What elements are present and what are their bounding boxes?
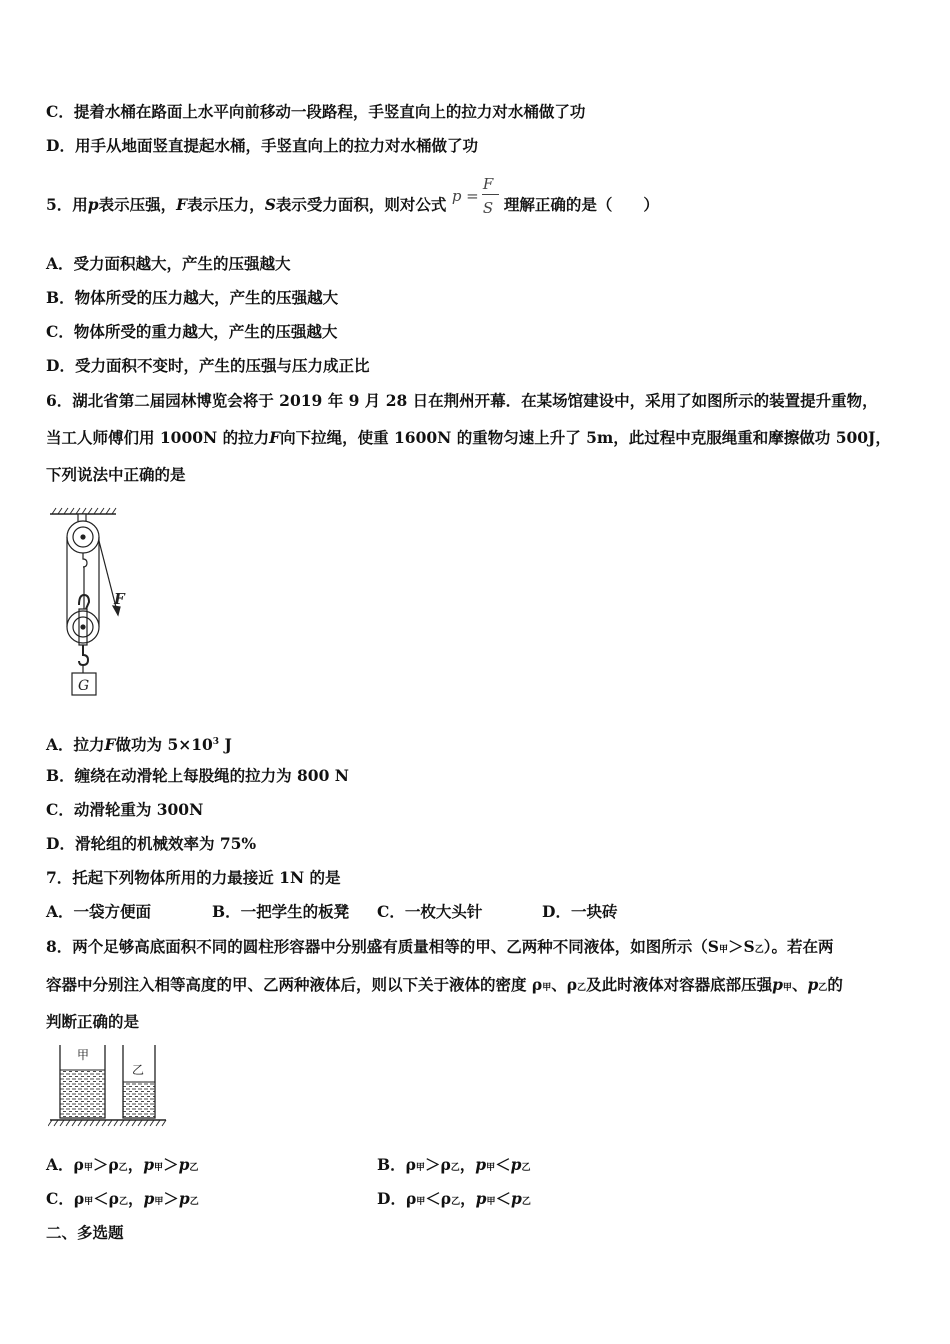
- q8-d-label: D．ρ: [377, 1189, 417, 1208]
- q6-option-a: [46, 732, 232, 755]
- q8-d-s2: 乙: [451, 1197, 461, 1207]
- q6-line2-a: 当工人师傅们用 1000N 的拉力: [46, 428, 270, 447]
- q8-l2-p2: p: [807, 975, 819, 994]
- bottom-hook: [79, 645, 88, 665]
- q8-a-mid: ，: [127, 1155, 144, 1174]
- q5-num: 5．用: [46, 195, 88, 214]
- q8-b-s3: 甲: [486, 1163, 496, 1173]
- q8-d-mid: ，: [460, 1189, 476, 1208]
- q5-option-c: C．物体所受的重力越大，产生的压强越大: [46, 322, 338, 341]
- q8-l1-sub-yi: 乙: [754, 945, 764, 955]
- q8-l1-sub-jia: 甲: [718, 945, 728, 955]
- q8-l1-c: ）。若在两: [763, 937, 834, 956]
- q8-l2-sub-yi: 乙: [577, 983, 587, 993]
- q8-l2-sub-jia-2: 甲: [782, 983, 792, 993]
- q6-a-exp: 3: [212, 737, 220, 747]
- q8-b-s1: 甲: [415, 1163, 425, 1173]
- q8-c-s3: 甲: [154, 1197, 164, 1207]
- q8-b-r2: ＜: [495, 1155, 511, 1174]
- q7-option-b: B．一把学生的板凳: [212, 902, 350, 921]
- q6-stem-line3: 下列说法中正确的是: [46, 465, 186, 484]
- q5-var-s: S: [264, 195, 276, 214]
- q7-option-c: C．一枚大头针: [377, 902, 483, 921]
- q8-d-s3: 甲: [486, 1197, 496, 1207]
- liquid-jia: [60, 1070, 105, 1118]
- q5-var-f: F: [176, 195, 188, 214]
- q8-d-r1: ＜ρ: [425, 1189, 452, 1208]
- q5-text-2: 表示压力，: [187, 195, 265, 214]
- ceiling-hatch: [52, 508, 116, 514]
- q5-option-b: B．物体所受的压力越大，产生的压强越大: [46, 288, 339, 307]
- q5-var-p: p: [87, 195, 99, 214]
- ground-hatch: [48, 1120, 166, 1126]
- q6-a-2: 做功为 5×10: [115, 735, 213, 755]
- q8-l2-c: 及此时液体对容器底部压强: [586, 975, 773, 994]
- q8-b-p2: p: [510, 1155, 522, 1174]
- q6-stem-line1: 6．湖北省第二届园林博览会将于 2019 年 9 月 28 日在荆州开幕．在某场馆建设中，采用了如图所示的装置提升重物，: [46, 391, 878, 410]
- weight-label: G: [78, 678, 90, 694]
- q8-l2-a: 容器中分别注入相等高度的甲、乙两种液体后，则以下关于液体的密度 ρ: [46, 975, 543, 994]
- q8-l2-d: 、: [791, 975, 808, 994]
- q8-l2-sub-jia: 甲: [542, 983, 552, 993]
- label-jia: 甲: [77, 1048, 90, 1062]
- formula-denominator: S: [482, 199, 494, 217]
- q8-c-p1: p: [143, 1189, 155, 1208]
- q6-option-c: C．动滑轮重为 300N: [46, 800, 204, 819]
- q8-option-a: [46, 1155, 198, 1178]
- q8-d-p1: p: [475, 1189, 487, 1208]
- q8-stem-line3: 判断正确的是: [46, 1012, 140, 1031]
- q8-b-p1: p: [475, 1155, 487, 1174]
- q8-a-label: A．ρ: [46, 1155, 84, 1174]
- q8-b-mid: ，: [459, 1155, 476, 1174]
- q4-option-d: D．用手从地面竖直提起水桶，手竖直向上的拉力对水桶做了功: [46, 136, 478, 155]
- q8-a-p1: p: [143, 1155, 155, 1174]
- q8-l2-b: 、ρ: [551, 975, 578, 994]
- q8-d-s1: 甲: [416, 1197, 426, 1207]
- q8-l1-b: ＞S: [728, 937, 755, 956]
- q8-d-p2: p: [510, 1189, 522, 1208]
- q8-b-r1: ＞ρ: [424, 1155, 451, 1174]
- force-label: F: [114, 590, 125, 608]
- q8-a-r1: ＞ρ: [92, 1155, 119, 1174]
- q7-option-a: A．一袋方便面: [46, 902, 152, 921]
- q8-c-r2: ＞: [163, 1189, 179, 1208]
- section-2-heading: 二、多选题: [46, 1223, 124, 1242]
- q6-a-3: J: [219, 735, 232, 755]
- q5-text-1: 表示压强，: [98, 195, 177, 214]
- q8-a-s3: 甲: [154, 1163, 164, 1173]
- q8-a-s2: 乙: [118, 1163, 128, 1173]
- q6-option-d: D．滑轮组的机械效率为 75%: [46, 834, 257, 853]
- fixed-pulley-hook: [83, 553, 87, 567]
- q8-l2-e: 的: [827, 975, 843, 994]
- label-yi: 乙: [132, 1063, 145, 1077]
- q8-stem-line2: [46, 975, 843, 998]
- q5-formula: [451, 175, 504, 217]
- q6-a-f: F: [104, 735, 116, 755]
- q8-a-s1: 甲: [83, 1163, 93, 1173]
- containers-figure: [48, 1042, 170, 1128]
- q8-b-s2: 乙: [450, 1163, 460, 1173]
- movable-pulley-axle: [81, 625, 85, 629]
- q6-stem-line2: [46, 428, 891, 448]
- q8-l2-p1: p: [772, 975, 783, 994]
- q8-c-s2: 乙: [118, 1197, 128, 1207]
- q5-text-3: 表示受力面积，则对公式: [275, 195, 447, 214]
- formula-numerator: F: [482, 175, 494, 193]
- q8-c-s1: 甲: [84, 1197, 94, 1207]
- q8-option-c: [46, 1189, 199, 1212]
- q5-stem: [46, 175, 659, 217]
- q8-d-r2: ＜: [495, 1189, 511, 1208]
- q4-option-c: C．提着水桶在路面上水平向前移动一段路程，手竖直向上的拉力对水桶做了功: [46, 102, 586, 121]
- fixed-pulley-axle: [81, 535, 85, 539]
- q8-d-s4: 乙: [521, 1197, 531, 1207]
- formula-lhs: p =: [451, 187, 479, 205]
- q5-option-d: D．受力面积不变时，产生的压强与压力成正比: [46, 356, 370, 375]
- q8-c-p2: p: [178, 1189, 190, 1208]
- q8-c-r1: ＜ρ: [93, 1189, 119, 1208]
- liquid-yi: [123, 1082, 155, 1118]
- pulley-system-figure: [44, 505, 140, 700]
- q8-c-mid: ，: [128, 1189, 144, 1208]
- q8-c-label: C．ρ: [46, 1189, 85, 1208]
- formula-fraction-bar: [482, 194, 499, 195]
- q5-text-4: 理解正确的是（ ）: [503, 195, 659, 214]
- q8-a-s4: 乙: [189, 1163, 199, 1173]
- q8-b-s4: 乙: [521, 1163, 531, 1173]
- q8-l1-a: 8．两个足够高底面积不同的圆柱形容器中分别盛有质量相等的甲、乙两种不同液体，如图所示（S: [46, 937, 719, 956]
- q5-option-a: A．受力面积越大，产生的压强越大: [46, 254, 291, 273]
- q6-line2-b: 向下拉绳，使重 1600N 的重物匀速上升了 5m，此过程中克服绳重和摩擦做功 500J，: [280, 428, 891, 447]
- q6-line2-f: F: [269, 428, 281, 447]
- q8-a-r2: ＞: [163, 1155, 179, 1174]
- q8-b-label: B．ρ: [377, 1155, 416, 1174]
- q8-l2-sub-yi-2: 乙: [818, 983, 828, 993]
- q6-a-1: A．拉力: [46, 735, 105, 755]
- q7-stem: 7．托起下列物体所用的力最接近 1N 的是: [46, 868, 341, 887]
- q8-c-s4: 乙: [189, 1197, 199, 1207]
- q8-stem-line1: [46, 937, 833, 960]
- q8-a-p2: p: [178, 1155, 190, 1174]
- q6-option-b: B．缠绕在动滑轮上每股绳的拉力为 800 N: [46, 766, 349, 785]
- q8-option-b: [377, 1155, 531, 1178]
- q8-option-d: [377, 1189, 531, 1212]
- q7-option-d: D．一块砖: [542, 902, 618, 921]
